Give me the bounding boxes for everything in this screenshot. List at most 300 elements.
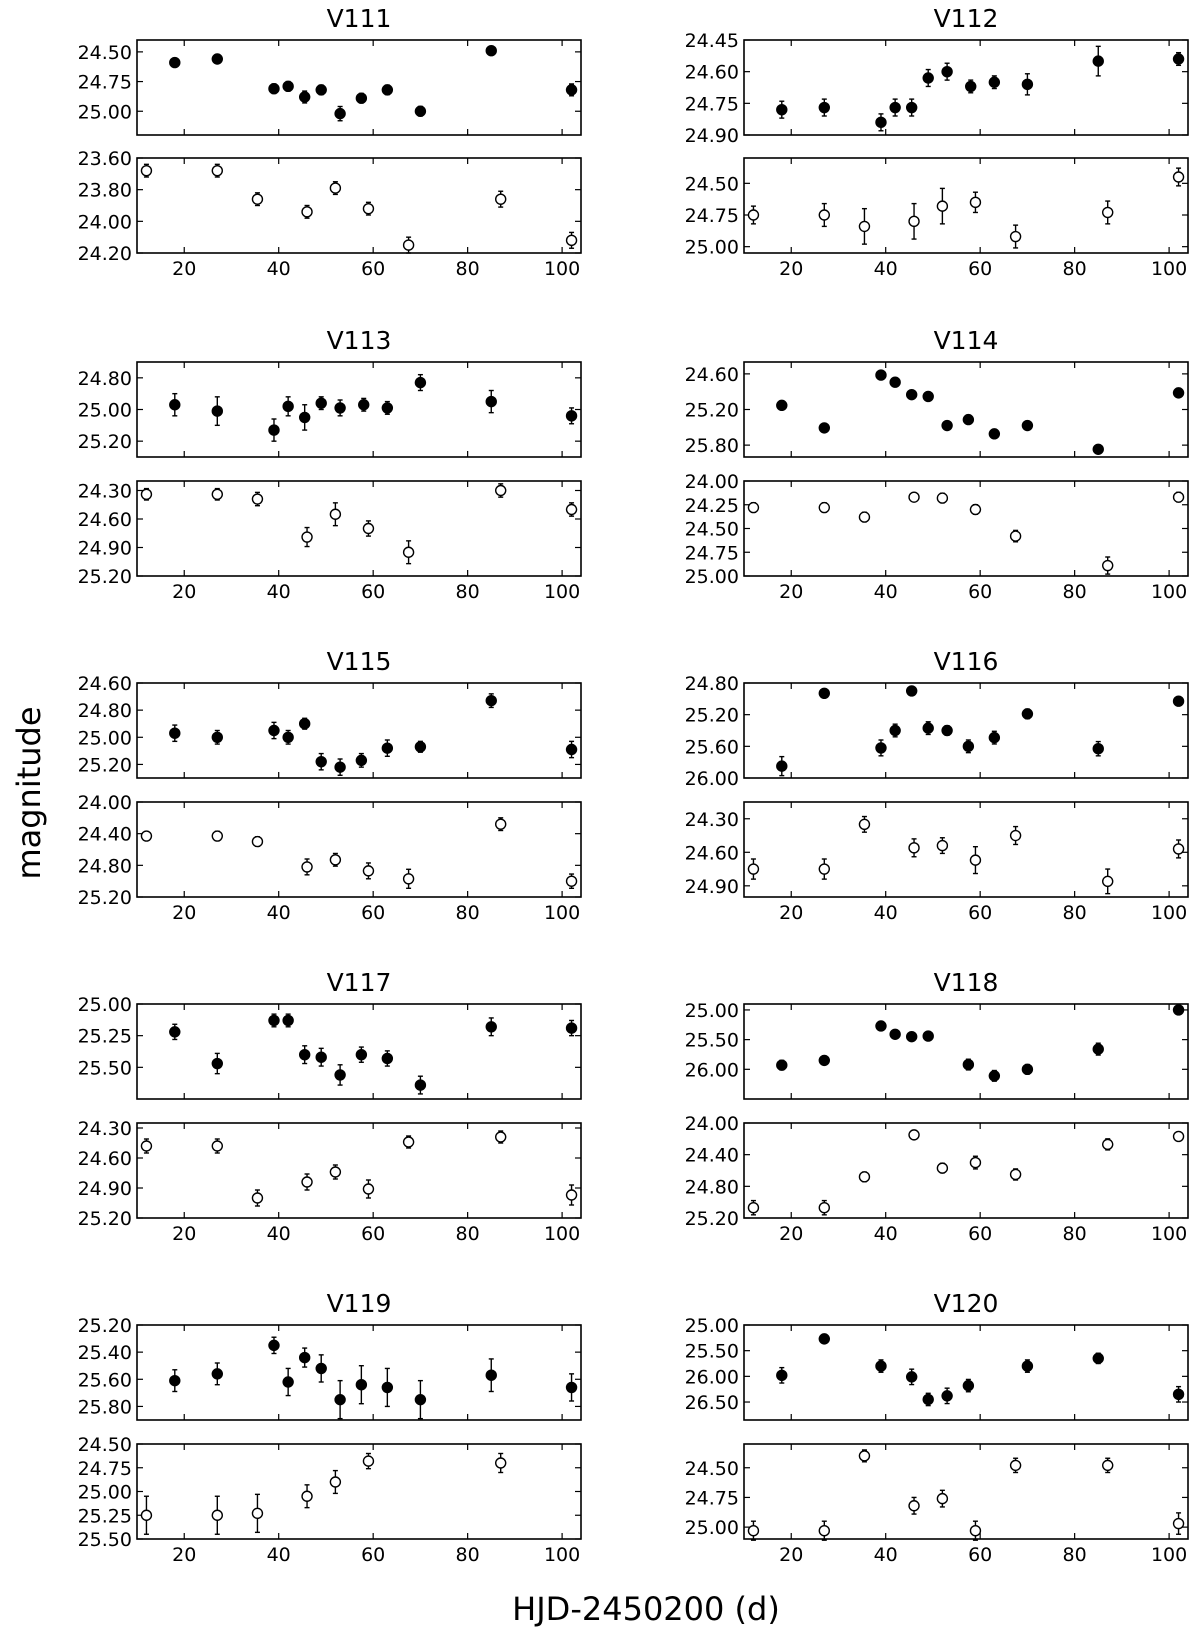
panel-v120-bottom-xtick-label: 40 — [873, 1544, 898, 1566]
panel-v114-bottom-frame — [744, 481, 1188, 576]
panel-v115-top-data-point — [269, 726, 279, 736]
panel-v117-top-ytick-label: 25.50 — [77, 1057, 132, 1080]
panel-v119-bottom-data-point — [302, 1491, 312, 1501]
panel-v112-top-data-point — [777, 105, 787, 115]
panel-v120-bottom-xtick-label: 100 — [1150, 1544, 1188, 1566]
panel-v112-bottom-ytick-label: 24.50 — [684, 173, 739, 196]
panel-v112 — [685, 4, 1188, 280]
panel-v117-top-data-point — [283, 1015, 293, 1025]
panel-v118-bottom-data-point — [1174, 1131, 1184, 1141]
panel-v113-bottom-data-point — [363, 524, 373, 534]
panel-v116-bottom-data-point — [970, 855, 980, 865]
panel-v117-bottom-data-point — [212, 1141, 222, 1151]
panel-v116-bottom-xtick-label: 60 — [968, 902, 993, 924]
panel-v112-top-data-point — [942, 67, 952, 77]
panel-v119-top-frame — [137, 1325, 581, 1420]
panel-v112-bottom-frame — [744, 158, 1188, 253]
panel-grid — [78, 4, 1188, 1566]
panel-v117-bottom-data-point — [496, 1132, 506, 1142]
panel-v118-top-data-point — [989, 1071, 999, 1081]
panel-v118-bottom-ytick-label: 24.80 — [684, 1176, 739, 1199]
panel-v119-title: V119 — [326, 1289, 392, 1318]
panel-v111-title: V111 — [326, 4, 392, 33]
panel-v113-top-data-point — [382, 403, 392, 413]
panel-v113-bottom-xtick-label: 80 — [455, 581, 480, 603]
panel-v111-bottom-frame — [137, 158, 581, 253]
panel-v115-top-ytick-label: 25.00 — [77, 727, 132, 750]
panel-v119-top-data-point — [486, 1370, 496, 1380]
panel-v119-top-data-point — [356, 1380, 366, 1390]
panel-v120-bottom-xtick-label: 80 — [1062, 1544, 1087, 1566]
panel-v111-bottom-data-point — [212, 166, 222, 176]
panel-v114-top-data-point — [1093, 444, 1103, 454]
panel-v119-top-data-point — [300, 1353, 310, 1363]
panel-v119-top-ytick-label: 25.80 — [77, 1396, 132, 1419]
panel-v114-top-ytick-label: 25.80 — [684, 435, 739, 458]
panel-v120-top-data-point — [923, 1394, 933, 1404]
panel-v111-bottom-xtick-label: 100 — [543, 258, 581, 280]
panel-v116-bottom-data-point — [937, 841, 947, 851]
panel-v115-top-data-point — [300, 719, 310, 729]
panel-v112-top-data-point — [876, 117, 886, 127]
panel-v112-top-data-point — [819, 103, 829, 113]
panel-v114-bottom-ytick-label: 24.25 — [684, 494, 739, 517]
panel-v111-bottom-data-point — [141, 166, 151, 176]
panel-v118-top-data-point — [1174, 1005, 1184, 1015]
panel-v118-top-frame — [744, 1004, 1188, 1099]
panel-v120-title: V120 — [933, 1289, 999, 1318]
panel-v119-top-ytick-label: 25.20 — [77, 1315, 132, 1337]
panel-v116-bottom-ytick-label: 24.90 — [684, 875, 739, 898]
panel-v118-bottom-xtick-label: 100 — [1150, 1223, 1188, 1245]
panel-v113-top-data-point — [486, 397, 496, 407]
y-axis-label: magnitude — [10, 706, 48, 880]
panel-v112-top-ytick-label: 24.45 — [684, 30, 739, 52]
panel-v113-bottom-data-point — [496, 486, 506, 496]
panel-v118-top-data-point — [963, 1060, 973, 1070]
panel-v112-top-data-point — [1022, 79, 1032, 89]
panel-v118-bottom-data-point — [1011, 1169, 1021, 1179]
panel-v116-bottom-xtick-label: 40 — [873, 902, 898, 924]
panel-v117-bottom-plot — [78, 1118, 581, 1245]
panel-v120-top-data-point — [907, 1372, 917, 1382]
panel-v115-bottom-ytick-label: 24.40 — [77, 823, 132, 846]
panel-v115-top-data-point — [283, 732, 293, 742]
panel-v118-top-data-point — [890, 1029, 900, 1039]
panel-v111-top-data-point — [382, 85, 392, 95]
panel-v115-title: V115 — [326, 647, 392, 676]
panel-v120-bottom-data-point — [937, 1494, 947, 1504]
panel-v112-bottom-data-point — [748, 210, 758, 220]
panel-v117-bottom-frame — [137, 1123, 581, 1218]
panel-v116-bottom-data-point — [1103, 876, 1113, 886]
panel-v117-top-plot — [78, 994, 581, 1099]
panel-v114-bottom-data-point — [819, 503, 829, 513]
panel-v120-top-data-point — [876, 1361, 886, 1371]
panel-v115-bottom-xtick-label: 60 — [361, 902, 386, 924]
panel-v118-bottom-ytick-label: 25.20 — [684, 1208, 739, 1230]
panel-v118-top-ytick-label: 25.00 — [684, 999, 739, 1022]
panel-v114-top-frame — [744, 362, 1188, 457]
panel-v115-top-ytick-label: 24.60 — [77, 673, 132, 695]
panel-v119-top-data-point — [335, 1395, 345, 1405]
panel-v114-bottom-xtick-label: 100 — [1150, 581, 1188, 603]
panel-v117-top-ytick-label: 25.25 — [77, 1025, 132, 1048]
panel-v112-bottom-xtick-label: 100 — [1150, 258, 1188, 280]
panel-v113-bottom-ytick-label: 24.90 — [77, 537, 132, 560]
panel-v120-bottom-data-point — [1011, 1460, 1021, 1470]
panel-v116-bottom-data-point — [748, 864, 758, 874]
panel-v113-bottom-data-point — [567, 505, 577, 515]
panel-v120 — [685, 1289, 1188, 1566]
panel-v113-top-data-point — [269, 425, 279, 435]
panel-v119-bottom-frame — [137, 1444, 581, 1539]
panel-v114-bottom-data-point — [1174, 492, 1184, 502]
panel-v120-bottom-ytick-label: 25.00 — [684, 1517, 739, 1540]
panel-v114-top-data-point — [963, 415, 973, 425]
panel-v113-bottom-xtick-label: 60 — [361, 581, 386, 603]
panel-v113-top-plot — [78, 362, 581, 457]
panel-v119-bottom-data-point — [330, 1477, 340, 1487]
panel-v119-bottom-plot — [78, 1434, 581, 1566]
panel-v113-top-ytick-label: 25.20 — [77, 431, 132, 454]
panel-v111-top-data-point — [283, 81, 293, 91]
panel-v112-bottom-data-point — [909, 216, 919, 226]
panel-v118-bottom-data-point — [909, 1130, 919, 1140]
panel-v112-title: V112 — [933, 4, 999, 33]
panel-v112-bottom-ytick-label: 24.75 — [684, 205, 739, 227]
panel-v120-bottom-plot — [685, 1444, 1188, 1566]
panel-v120-top-data-point — [942, 1391, 952, 1401]
panel-v113 — [78, 326, 581, 603]
panel-v114-top-data-point — [942, 421, 952, 431]
panel-v113-top-ytick-label: 25.00 — [77, 399, 132, 422]
panel-v111-bottom-data-point — [404, 240, 414, 250]
panel-v119-bottom-data-point — [212, 1510, 222, 1520]
panel-v115-top-data-point — [356, 755, 366, 765]
panel-v113-bottom-xtick-label: 100 — [543, 581, 581, 603]
panel-v119-bottom-data-point — [252, 1508, 262, 1518]
panel-v114-top-data-point — [1174, 388, 1184, 398]
panel-v117-top-data-point — [335, 1070, 345, 1080]
panel-v111-top-plot — [78, 40, 581, 135]
panel-v118-top-data-point — [876, 1021, 886, 1031]
panel-v115-bottom-xtick-label: 100 — [543, 902, 581, 924]
panel-v111-bottom-xtick-label: 40 — [266, 258, 291, 280]
panel-v120-bottom-data-point — [819, 1526, 829, 1536]
panel-v120-top-data-point — [963, 1381, 973, 1391]
panel-v114-bottom-xtick-label: 20 — [779, 581, 804, 603]
panel-v111-bottom-xtick-label: 20 — [172, 258, 197, 280]
panel-v118-top-plot — [685, 1000, 1188, 1099]
panel-v112-bottom-ytick-label: 25.00 — [684, 236, 739, 259]
panel-v118-bottom-plot — [685, 1113, 1188, 1245]
panel-v118-top-ytick-label: 26.00 — [684, 1059, 739, 1082]
panel-v120-top-data-point — [819, 1334, 829, 1344]
panel-v118-bottom-xtick-label: 60 — [968, 1223, 993, 1245]
panel-v120-top-ytick-label: 25.50 — [684, 1340, 739, 1363]
panel-v116-top-data-point — [923, 723, 933, 733]
panel-v117-top-data-point — [486, 1022, 496, 1032]
panel-v119-top-ytick-label: 25.40 — [77, 1342, 132, 1365]
panel-v115-bottom-data-point — [252, 837, 262, 847]
panel-v119-bottom-xtick-label: 60 — [361, 1544, 386, 1566]
panel-v111-top-data-point — [316, 85, 326, 95]
panel-v119-top-data-point — [567, 1382, 577, 1392]
panel-v116 — [685, 647, 1188, 924]
panel-v111-top-ytick-label: 25.00 — [77, 101, 132, 124]
panel-v112-bottom-data-point — [937, 201, 947, 211]
panel-v118-bottom-ytick-label: 24.00 — [684, 1113, 739, 1135]
panel-v114-title: V114 — [933, 326, 999, 355]
panel-v112-bottom-xtick-label: 60 — [968, 258, 993, 280]
panel-v115-bottom-data-point — [212, 831, 222, 841]
panel-v120-bottom-data-point — [859, 1451, 869, 1461]
panel-v118-bottom-ytick-label: 24.40 — [684, 1144, 739, 1167]
panel-v117-top-data-point — [316, 1052, 326, 1062]
panel-v111-bottom-data-point — [363, 204, 373, 214]
panel-v113-bottom-ytick-label: 24.30 — [77, 480, 132, 503]
panel-v113-bottom-xtick-label: 20 — [172, 581, 197, 603]
panel-v116-bottom-xtick-label: 100 — [1150, 902, 1188, 924]
panel-v117-top-data-point — [212, 1059, 222, 1069]
panel-v113-bottom-data-point — [302, 532, 312, 542]
panel-v114-top-data-point — [923, 391, 933, 401]
panel-v118-bottom-xtick-label: 80 — [1062, 1223, 1087, 1245]
panel-v112-top-data-point — [923, 73, 933, 83]
panel-v113-bottom-ytick-label: 24.60 — [77, 509, 132, 531]
panel-v117-bottom-ytick-label: 24.90 — [77, 1178, 132, 1200]
panel-v120-top-frame — [744, 1325, 1188, 1420]
panel-v119-bottom-ytick-label: 25.50 — [77, 1529, 132, 1551]
panel-v116-top-data-point — [1022, 709, 1032, 719]
panel-v115-bottom-frame — [137, 802, 581, 897]
panel-v114-top-data-point — [819, 423, 829, 433]
panel-v115-top-data-point — [170, 728, 180, 738]
panel-v120-top-ytick-label: 26.50 — [684, 1392, 739, 1415]
panel-v114-bottom-data-point — [909, 492, 919, 502]
panel-v111-top-data-point — [269, 84, 279, 94]
panel-v119-bottom-ytick-label: 24.75 — [77, 1457, 132, 1480]
panel-v117-bottom-data-point — [141, 1141, 151, 1151]
panel-v112-top-data-point — [966, 81, 976, 91]
panel-v115-top-data-point — [316, 757, 326, 767]
panel-v117-top-data-point — [170, 1027, 180, 1037]
panel-v114-bottom-data-point — [859, 512, 869, 522]
panel-v118-top-data-point — [1022, 1064, 1032, 1074]
panel-v120-bottom-data-point — [748, 1526, 758, 1536]
panel-v115-bottom-data-point — [330, 855, 340, 865]
panel-v120-bottom-data-point — [1174, 1519, 1184, 1529]
panel-v120-bottom-data-point — [909, 1501, 919, 1511]
panel-v117-bottom-xtick-label: 100 — [543, 1223, 581, 1245]
panel-v117-bottom-data-point — [302, 1177, 312, 1187]
panel-v120-bottom-ytick-label: 24.50 — [684, 1457, 739, 1480]
panel-v112-bottom-data-point — [819, 210, 829, 220]
panel-v114-bottom-data-point — [970, 505, 980, 515]
panel-v113-top-data-point — [283, 401, 293, 411]
panel-v120-top-plot — [685, 1315, 1188, 1420]
panel-v117-bottom-data-point — [252, 1193, 262, 1203]
panel-v115-bottom-data-point — [404, 874, 414, 884]
panel-v116-top-ytick-label: 24.80 — [684, 673, 739, 695]
panel-v118-top-data-point — [1093, 1044, 1103, 1054]
panel-v116-bottom-plot — [685, 802, 1188, 924]
panel-v115-top-plot — [78, 673, 581, 778]
panel-v114-bottom-xtick-label: 60 — [968, 581, 993, 603]
panel-v113-bottom-frame — [137, 481, 581, 576]
panel-v112-top-data-point — [1174, 54, 1184, 64]
panel-v115-bottom-data-point — [363, 866, 373, 876]
panel-v116-bottom-frame — [744, 802, 1188, 897]
panel-v112-bottom-data-point — [1011, 232, 1021, 242]
panel-v112-bottom-data-point — [859, 221, 869, 231]
panel-v120-top-data-point — [1174, 1389, 1184, 1399]
panel-v111-bottom-plot — [78, 148, 581, 280]
panel-v115-top-data-point — [486, 696, 496, 706]
panel-v115-bottom-xtick-label: 40 — [266, 902, 291, 924]
panel-v119-bottom-xtick-label: 20 — [172, 1544, 197, 1566]
panel-v111-bottom-xtick-label: 60 — [361, 258, 386, 280]
panel-v119-top-ytick-label: 25.60 — [77, 1369, 132, 1392]
panel-v118-bottom-xtick-label: 20 — [779, 1223, 804, 1245]
panel-v119-top-plot — [78, 1315, 581, 1420]
panel-v119-bottom-xtick-label: 100 — [543, 1544, 581, 1566]
panel-v118-top-data-point — [777, 1060, 787, 1070]
panel-v111-bottom-data-point — [496, 194, 506, 204]
panel-v118-bottom-frame — [744, 1123, 1188, 1218]
panel-v114-top-data-point — [777, 400, 787, 410]
panel-v119-bottom-ytick-label: 25.25 — [77, 1505, 132, 1528]
panel-v114-top-data-point — [1022, 421, 1032, 431]
panel-v119 — [78, 1289, 581, 1566]
panel-v118-top-data-point — [907, 1032, 917, 1042]
panel-v119-top-data-point — [283, 1377, 293, 1387]
panel-v115-bottom-xtick-label: 20 — [172, 902, 197, 924]
panel-v111-top-data-point — [170, 58, 180, 68]
panel-v119-bottom-data-point — [496, 1458, 506, 1468]
panel-v111-bottom-xtick-label: 80 — [455, 258, 480, 280]
panel-v115-bottom-ytick-label: 24.80 — [77, 855, 132, 878]
panel-v117-top-ytick-label: 25.00 — [77, 994, 132, 1016]
panel-v111-top-ytick-label: 24.50 — [77, 41, 132, 64]
panel-v113-top-frame — [137, 362, 581, 457]
panel-v111-bottom-ytick-label: 24.00 — [77, 211, 132, 234]
panel-v113-bottom-data-point — [404, 547, 414, 557]
panel-v114-bottom-xtick-label: 80 — [1062, 581, 1087, 603]
panel-v117-bottom-ytick-label: 24.60 — [77, 1148, 132, 1170]
panel-v115-bottom-ytick-label: 24.00 — [77, 792, 132, 814]
panel-v119-bottom-data-point — [363, 1456, 373, 1466]
panel-v114-top-plot — [685, 362, 1188, 457]
panel-v118-bottom-data-point — [970, 1158, 980, 1168]
panel-v118-title: V118 — [933, 968, 999, 997]
panel-v111-top-data-point — [486, 46, 496, 56]
panel-v116-top-ytick-label: 25.20 — [684, 704, 739, 727]
panel-v113-top-data-point — [359, 400, 369, 410]
panel-v113-title: V113 — [326, 326, 392, 355]
panel-v118-bottom-data-point — [1103, 1139, 1113, 1149]
panel-v120-top-ytick-label: 25.00 — [684, 1315, 739, 1337]
panel-v111-top-data-point — [356, 93, 366, 103]
panel-v112-top-ytick-label: 24.75 — [684, 93, 739, 116]
panel-v113-top-data-point — [316, 398, 326, 408]
panel-v114-bottom-ytick-label: 25.00 — [684, 566, 739, 588]
panel-v115 — [78, 647, 581, 924]
panel-v111-top-ytick-label: 24.75 — [77, 71, 132, 94]
panel-v112-bottom-plot — [685, 158, 1188, 280]
panel-v114-top-data-point — [890, 377, 900, 387]
panel-v112-bottom-data-point — [1103, 207, 1113, 217]
panel-v115-top-data-point — [382, 743, 392, 753]
panel-v113-top-data-point — [567, 411, 577, 421]
panel-v117-top-data-point — [356, 1050, 366, 1060]
panel-v115-top-data-point — [567, 745, 577, 755]
panel-v119-top-data-point — [170, 1376, 180, 1386]
panel-v116-bottom-data-point — [859, 819, 869, 829]
panel-v120-top-data-point — [1093, 1353, 1103, 1363]
panel-v117-top-data-point — [382, 1053, 392, 1063]
panel-v117-bottom-xtick-label: 40 — [266, 1223, 291, 1245]
panel-v116-top-data-point — [777, 761, 787, 771]
panel-v117-top-data-point — [269, 1015, 279, 1025]
panel-v119-bottom-xtick-label: 80 — [455, 1544, 480, 1566]
panel-v116-bottom-ytick-label: 24.60 — [684, 842, 739, 865]
panel-v113-top-data-point — [212, 406, 222, 416]
panel-v112-top-plot — [685, 30, 1188, 147]
panel-v111-top-data-point — [567, 85, 577, 95]
panel-v119-bottom-xtick-label: 40 — [266, 1544, 291, 1566]
panel-v113-top-data-point — [300, 412, 310, 422]
panel-v114-bottom-data-point — [1103, 561, 1113, 571]
panel-v111-bottom-ytick-label: 24.20 — [77, 243, 132, 265]
panel-v114-bottom-data-point — [1011, 531, 1021, 541]
panel-v117-bottom-data-point — [363, 1184, 373, 1194]
panel-v118-top-data-point — [819, 1055, 829, 1065]
panel-v113-bottom-data-point — [141, 489, 151, 499]
panel-v112-top-data-point — [890, 103, 900, 113]
panel-v117-bottom-ytick-label: 25.20 — [77, 1208, 132, 1230]
panel-v114-top-ytick-label: 24.60 — [684, 363, 739, 386]
panel-v119-bottom-data-point — [141, 1510, 151, 1520]
panel-v111-bottom-ytick-label: 23.60 — [77, 148, 132, 170]
panel-v116-top-ytick-label: 25.60 — [684, 736, 739, 759]
panel-v116-top-ytick-label: 26.00 — [684, 768, 739, 790]
panel-v117-bottom-data-point — [567, 1190, 577, 1200]
panel-v115-bottom-data-point — [141, 831, 151, 841]
panel-v120-bottom-xtick-label: 60 — [968, 1544, 993, 1566]
panel-v116-top-data-point — [989, 733, 999, 743]
panel-v117-top-data-point — [567, 1023, 577, 1033]
panel-v120-bottom-xtick-label: 20 — [779, 1544, 804, 1566]
panel-v115-bottom-xtick-label: 80 — [455, 902, 480, 924]
panel-v112-bottom-data-point — [970, 197, 980, 207]
panel-v113-top-data-point — [415, 378, 425, 388]
panel-v117-bottom-xtick-label: 60 — [361, 1223, 386, 1245]
panel-v112-bottom-xtick-label: 20 — [779, 258, 804, 280]
panel-v119-top-data-point — [269, 1340, 279, 1350]
panel-v119-bottom-ytick-label: 24.50 — [77, 1434, 132, 1456]
panel-v116-top-data-point — [1093, 744, 1103, 754]
panel-v112-top-ytick-label: 24.60 — [684, 61, 739, 84]
panel-v117-top-data-point — [300, 1050, 310, 1060]
panel-v119-top-data-point — [382, 1382, 392, 1392]
panel-v118-bottom-data-point — [937, 1163, 947, 1173]
x-axis-label: HJD-2450200 (d) — [512, 1590, 780, 1628]
panel-v111-bottom-data-point — [330, 183, 340, 193]
panel-v111 — [78, 4, 581, 280]
panel-v118-bottom-xtick-label: 40 — [873, 1223, 898, 1245]
